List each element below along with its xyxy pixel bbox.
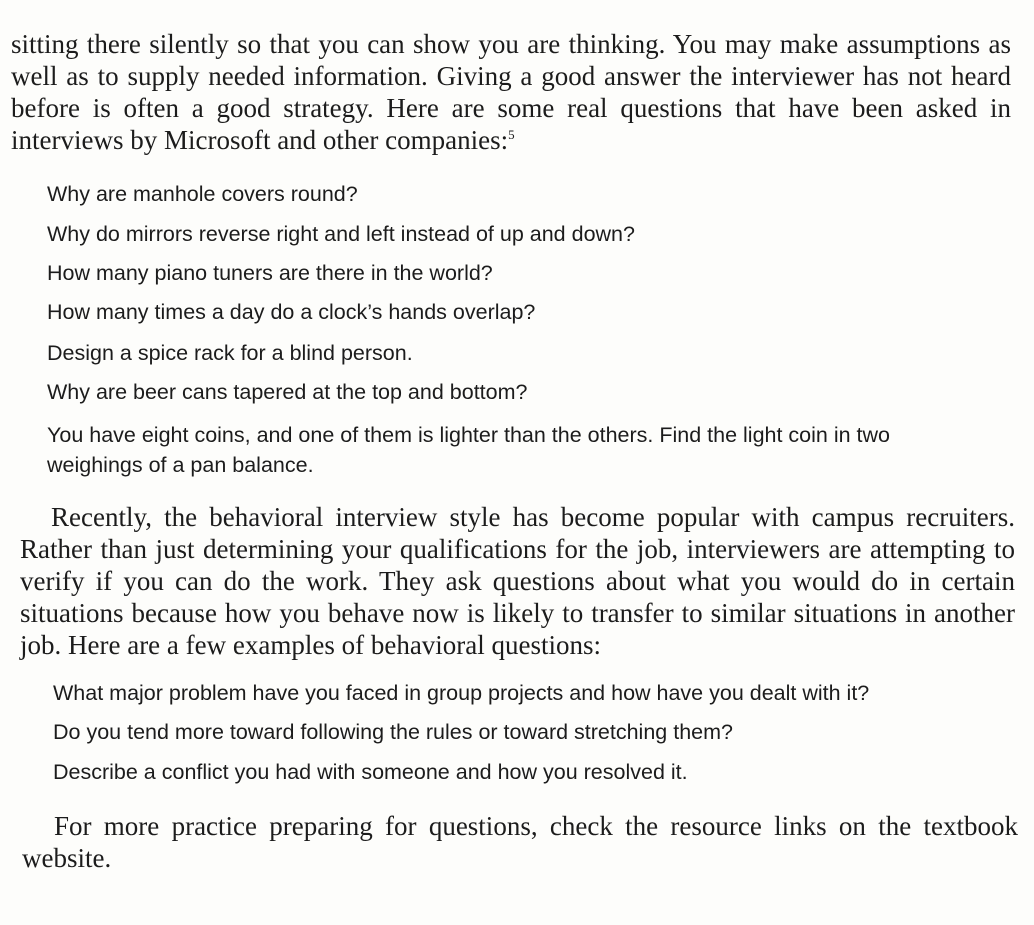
intro-paragraph [11, 28, 1011, 156]
intro-paragraph-text: sitting there silently so that you can show you are thinking. You may make assumptions as well as to supply needed information. Giving a good answer the interviewer has not heard before is often a good strategy. Here are some real questions that have been asked in interviews by Microsoft and other companies: [11, 29, 1011, 155]
question-item: Why are manhole covers round? [47, 182, 358, 206]
question-item: How many times a day do a clock’s hands overlap? [47, 300, 536, 324]
closing-paragraph: For more practice preparing for questions, check the resource links on the textbook website. [22, 811, 1018, 873]
footnote-marker: 5 [508, 127, 515, 142]
behavioral-question-item: What major problem have you faced in group projects and how have you dealt with it? [53, 681, 870, 705]
behavioral-paragraph: Recently, the behavioral interview style has become popular with campus recruiters. Rather than just determining your qualifications for the job, interviewers are attempting to verify if you can do the work. They ask questions about what you would do in certain situations because how you behave now is likely to transfer to similar situations in another job. Here are a few examples of behavioral questions: [20, 502, 1015, 660]
question-item: Why are beer cans tapered at the top and bottom? [47, 380, 528, 404]
question-item: Design a spice rack for a blind person. [47, 341, 413, 365]
behavioral-question-item: Do you tend more toward following the rules or toward stretching them? [53, 720, 733, 744]
question-item: You have eight coins, and one of them is lighter than the others. Find the light coin in two weighings of a pan balance. [47, 423, 891, 477]
question-item: Why do mirrors reverse right and left instead of up and down? [47, 222, 635, 246]
behavioral-question-item: Describe a conflict you had with someone and how you resolved it. [53, 760, 688, 784]
question-item: How many piano tuners are there in the world? [47, 261, 493, 285]
